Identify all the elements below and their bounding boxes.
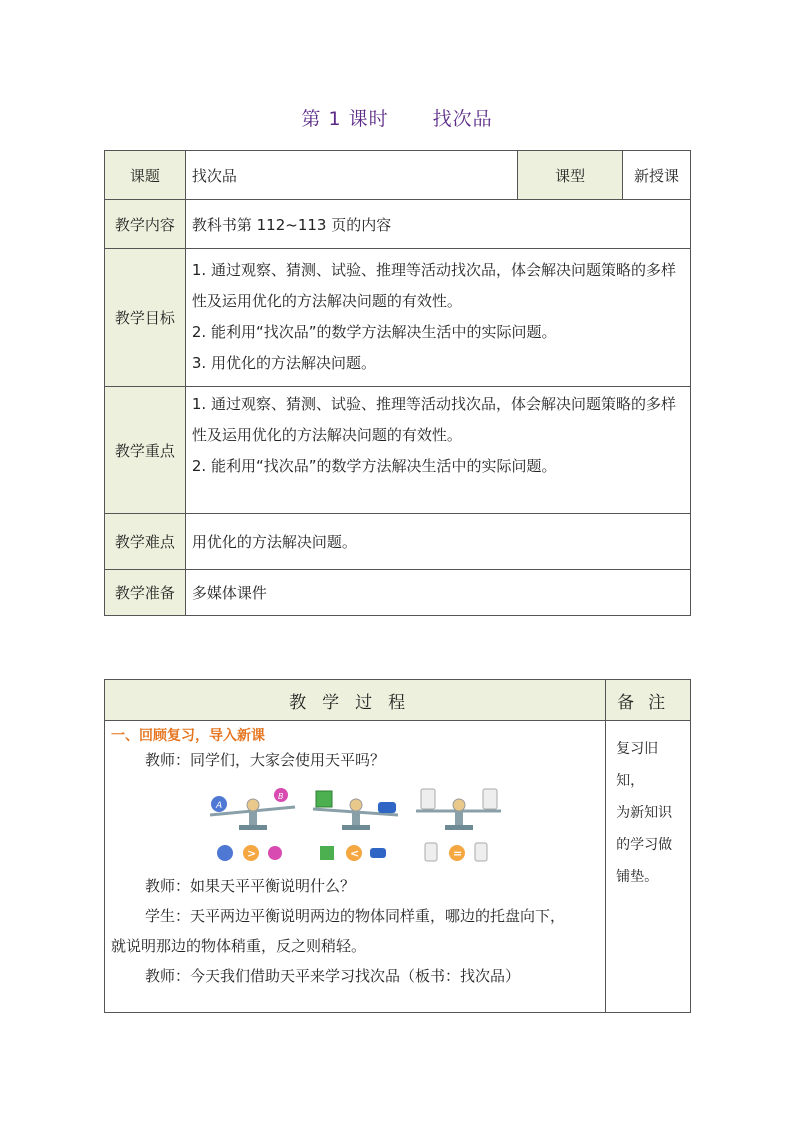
difficulty-label: 教学难点 — [105, 514, 186, 570]
lesson-number: 第 1 课时 — [301, 108, 389, 130]
row-difficulty — [105, 514, 691, 570]
prep-label: 教学准备 — [105, 570, 186, 616]
content-label: 教学内容 — [105, 200, 186, 249]
topic-value: 找次品 — [185, 151, 517, 200]
goal-item: 3. 用优化的方法解决问题。 — [191, 354, 376, 372]
content-value: 教科书第 112~113 页的内容 — [185, 200, 690, 249]
bottle-small-icon — [425, 843, 437, 861]
greater-than-label: > — [246, 847, 256, 860]
section-title: 一、回顾复习，导入新课 — [111, 728, 265, 744]
process-body-row — [105, 721, 691, 1013]
balance-scale-icon — [205, 785, 300, 865]
page-title — [0, 104, 794, 131]
row-prep — [105, 570, 691, 616]
note-line: 的学习做 — [616, 837, 673, 853]
topic-label: 课题 — [105, 151, 186, 200]
process-header: 教学过程 — [105, 680, 606, 721]
note-line: 为新知识 — [616, 805, 673, 821]
lesson-name: 找次品 — [432, 108, 493, 130]
row-topic — [105, 151, 691, 200]
note-line: 复习旧知， — [616, 741, 659, 789]
less-than-label: < — [349, 847, 359, 860]
ball-b-small-icon — [268, 846, 282, 860]
ball-a-label: A — [215, 801, 222, 811]
key-label: 教学重点 — [105, 387, 186, 514]
balance-scale-icon — [308, 785, 403, 865]
notes-header: 备注 — [606, 680, 691, 721]
notes-cell — [606, 721, 691, 1013]
bottle-small-icon — [475, 843, 487, 861]
note-line: 铺垫。 — [616, 869, 659, 885]
difficulty-value: 用优化的方法解决问题。 — [185, 514, 690, 570]
dialog-line: 就说明那边的物体稍重，反之则稍轻。 — [111, 937, 367, 955]
ball-b-label: B — [277, 792, 284, 801]
goal-item: 2. 能利用“找次品”的数学方法解决生活中的实际问题。 — [191, 323, 557, 341]
balance-scale-icon — [411, 785, 506, 865]
key-point-item: 2. 能利用“找次品”的数学方法解决生活中的实际问题。 — [191, 457, 557, 475]
lesson-info-table — [104, 150, 691, 616]
key-point-item: 1. 通过观察、猜测、试验、推理等活动找次品，体会解决问题策略的多样性及运用优化的方法解决问题的有效性。 — [191, 395, 676, 444]
process-content — [105, 721, 606, 1013]
teaching-process-table — [104, 679, 691, 1013]
cylinder-small-icon — [370, 848, 386, 858]
dialog-line: 教师：同学们，大家会使用天平吗？ — [145, 751, 386, 769]
type-label: 课型 — [518, 151, 623, 200]
prep-value: 多媒体课件 — [185, 570, 690, 616]
process-header-row — [105, 680, 691, 721]
bottle-icon — [483, 789, 497, 809]
cube-small-icon — [320, 846, 334, 860]
row-content — [105, 200, 691, 249]
goals-label: 教学目标 — [105, 249, 186, 387]
goals-list — [185, 249, 690, 387]
dialog-line: 学生：天平两边平衡说明两边的物体同样重，哪边的托盘向下， — [145, 907, 566, 925]
key-points-list — [185, 387, 690, 514]
dialog-line: 教师：如果天平平衡说明什么？ — [145, 877, 356, 895]
row-key-points — [105, 387, 691, 514]
cylinder-icon — [378, 802, 396, 813]
row-goals — [105, 249, 691, 387]
cube-icon — [316, 791, 332, 807]
equal-label: = — [452, 847, 462, 860]
type-value: 新授课 — [623, 151, 691, 200]
ball-a-small-icon — [217, 845, 233, 861]
balance-illustration — [105, 785, 605, 865]
dialog-line: 教师：今天我们借助天平来学习找次品（板书：找次品） — [145, 967, 521, 985]
goal-item: 1. 通过观察、猜测、试验、推理等活动找次品，体会解决问题策略的多样性及运用优化的方法解决问题的有效性。 — [191, 261, 676, 310]
bottle-icon — [421, 789, 435, 809]
